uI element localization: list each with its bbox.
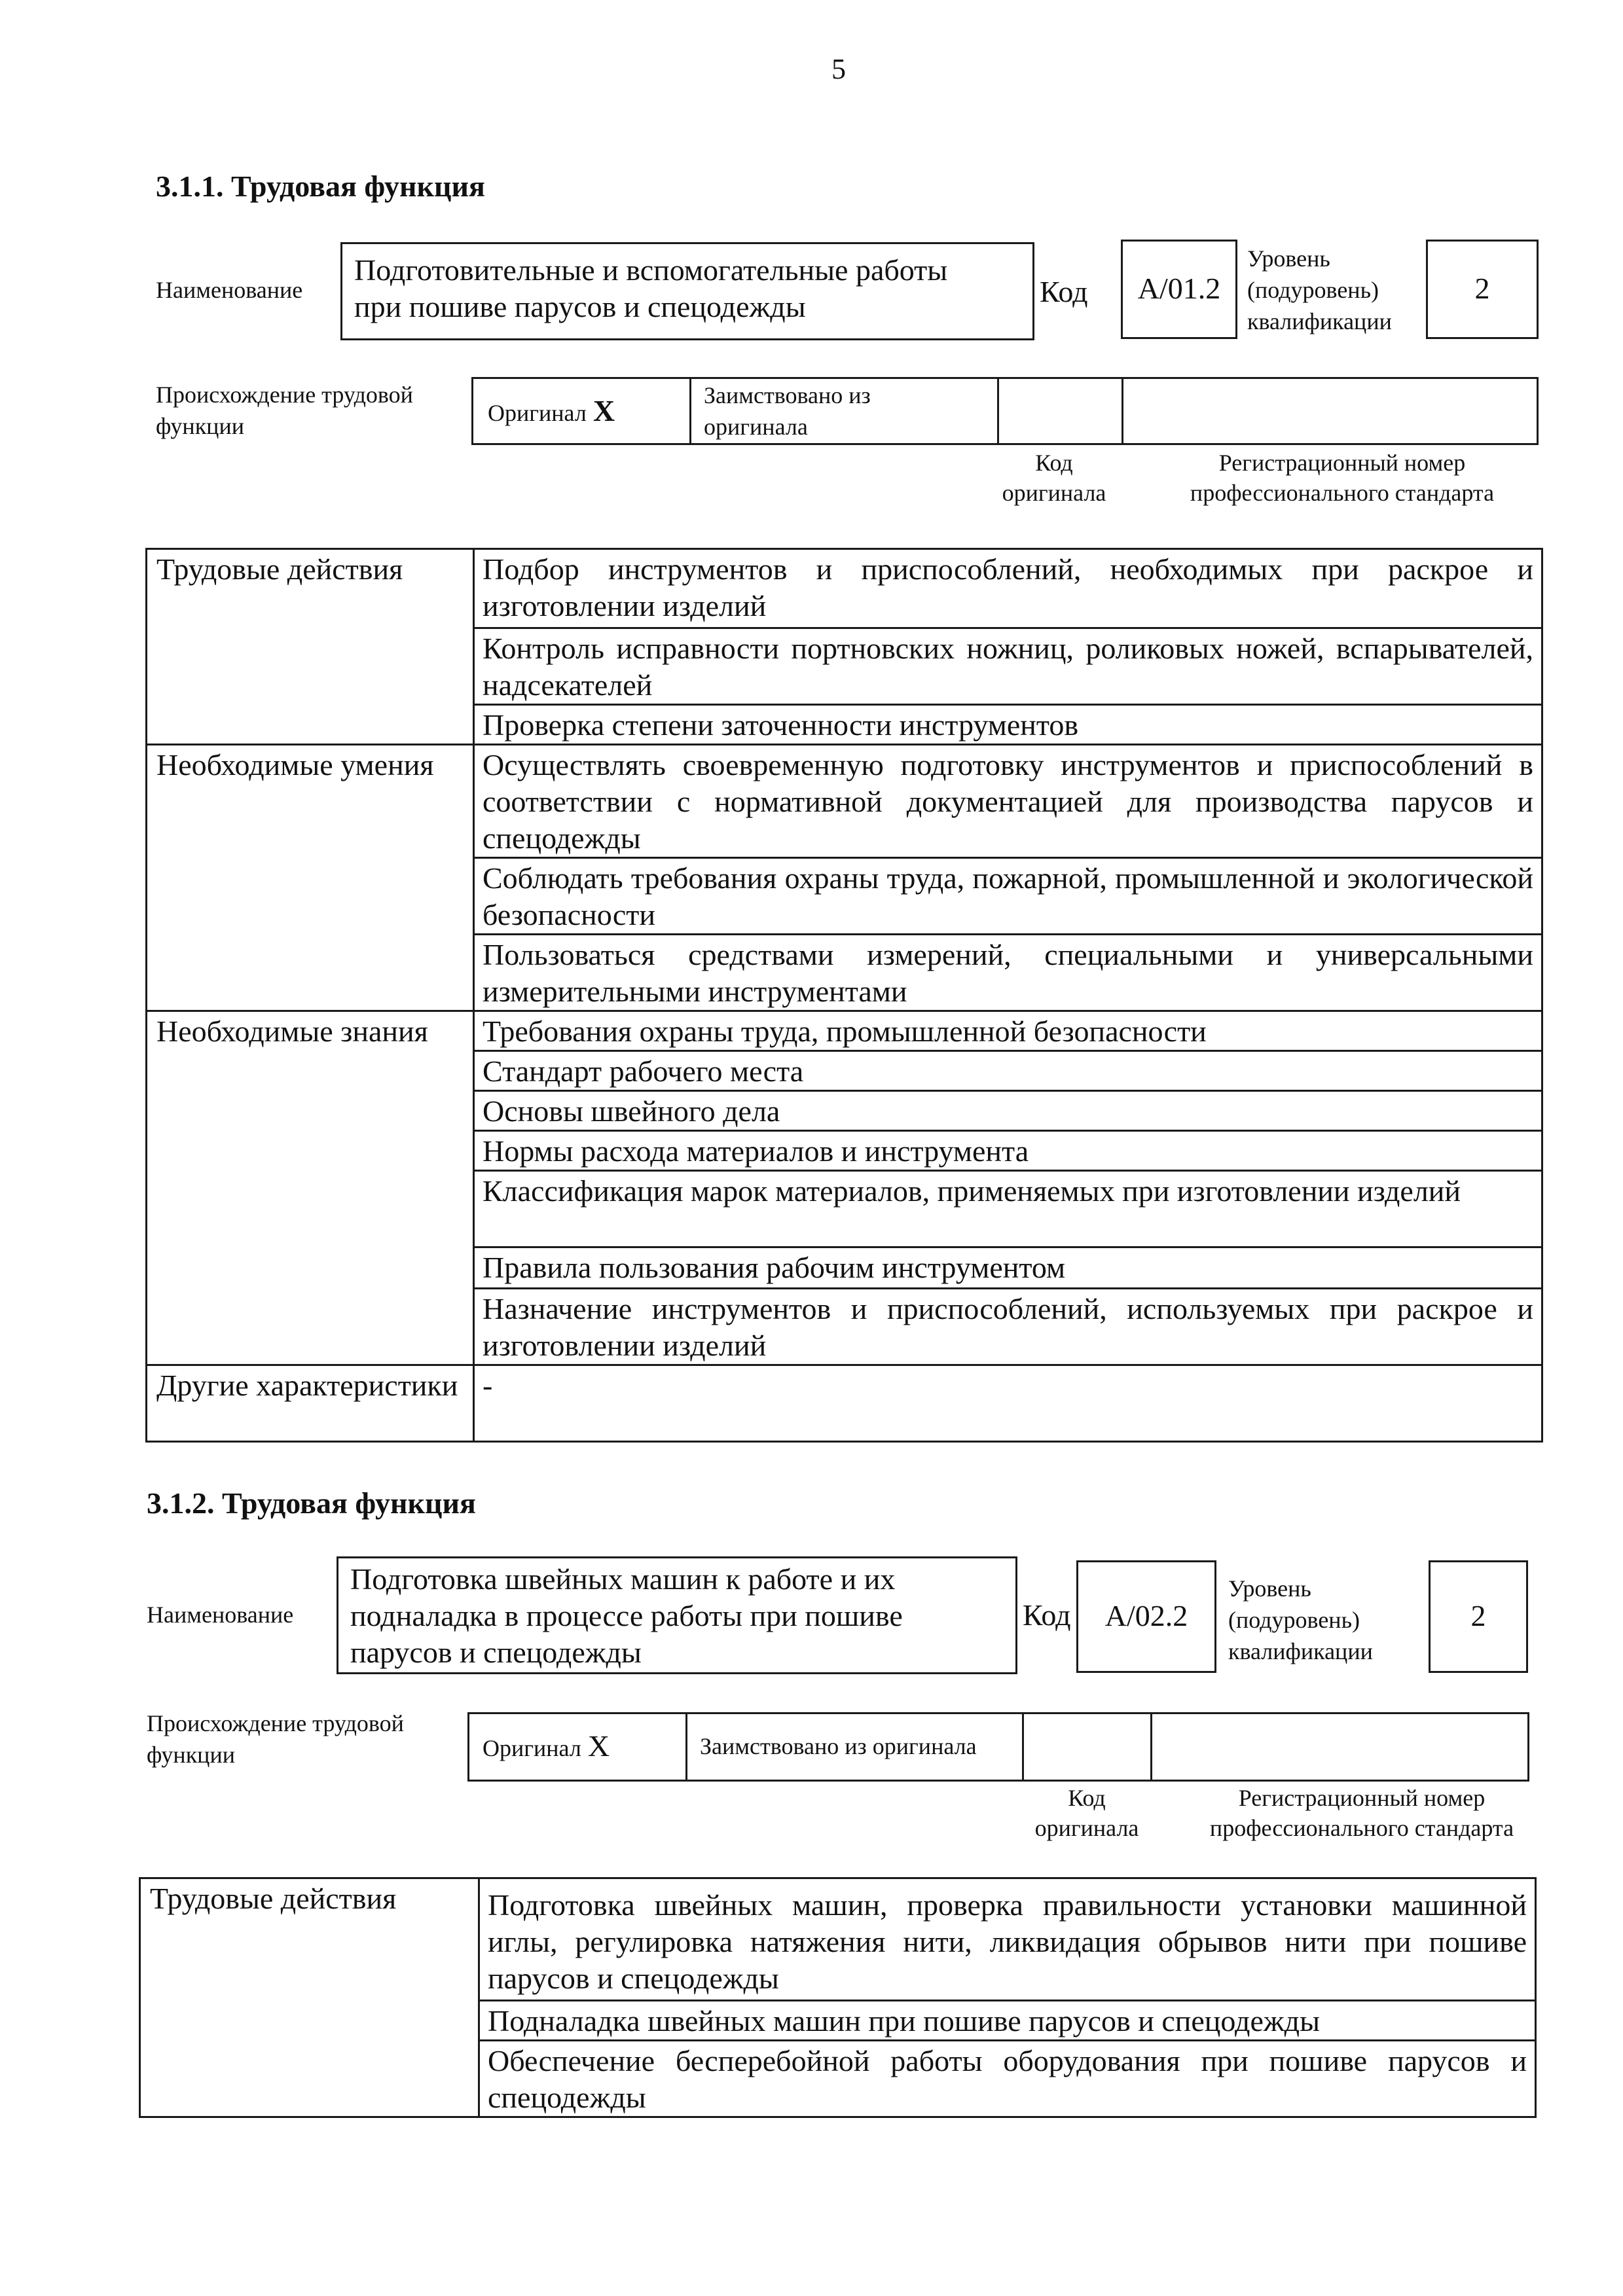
registration-number-caption-line: Регистрационный номер <box>1238 1785 1486 1811</box>
origin-label-line: функции <box>147 1742 235 1768</box>
origin-table <box>467 1712 1529 1782</box>
table-cell: Осуществлять своевременную подготовку инструментов и приспособлений в соответствии с нормативной документацией для производства парусов и спецодежды <box>474 745 1542 858</box>
code-original-caption <box>1015 1783 1159 1843</box>
origin-label-line: Происхождение трудовой <box>156 382 413 408</box>
code-box <box>1121 240 1237 339</box>
page-number: 5 <box>831 53 846 85</box>
code-box <box>1076 1560 1216 1673</box>
table-row <box>147 549 1542 628</box>
level-label-line: Уровень <box>1228 1575 1311 1602</box>
function-details-table <box>145 548 1543 1443</box>
code-original-caption <box>982 448 1126 508</box>
table-cell: Подбор инструментов и приспособлений, необходимых при раскрое и изготовлении изделий <box>474 549 1542 628</box>
table-row <box>147 1011 1542 1051</box>
level-label-line: Уровень <box>1247 245 1330 272</box>
table-cell: Контроль исправности портновских ножниц, роликовых ножей, вспарывателей, надсекателей <box>474 628 1542 705</box>
table-row <box>147 1365 1542 1442</box>
registration-number-caption <box>1159 1783 1565 1843</box>
table-row <box>140 1878 1536 2001</box>
table-cell: Подналадка швейных машин при пошиве парусов и спецодежды <box>479 2001 1536 2041</box>
function-name-box <box>337 1556 1017 1674</box>
code-value: А/02.2 <box>1104 1599 1188 1632</box>
table-cell: Пользоваться средствами измерений, специальными и универсальными измерительными инструментами <box>474 935 1542 1011</box>
borrowed-label-line: оригинала <box>704 414 808 440</box>
table-row <box>147 745 1542 858</box>
row-label: Трудовые действия <box>147 549 474 745</box>
level-label-line: (подуровень) <box>1228 1607 1360 1633</box>
level-label-line: (подуровень) <box>1247 277 1379 303</box>
function-name-line: подналадка в процессе работы при пошиве <box>350 1599 903 1632</box>
code-original-caption-line: оригинала <box>1002 480 1106 506</box>
function-name-line: парусов и спецодежды <box>350 1636 642 1669</box>
original-label: Оригинал <box>483 1735 581 1761</box>
row-label: Необходимые умения <box>147 745 474 1011</box>
original-cell <box>488 396 615 428</box>
function-details-table <box>139 1877 1537 2118</box>
borrowed-label-line: Заимствовано из <box>704 382 871 408</box>
original-label: Оригинал <box>488 400 587 426</box>
level-box <box>1429 1560 1528 1673</box>
registration-number-caption-line: профессионального стандарта <box>1190 480 1495 506</box>
code-original-caption-line: Код <box>1068 1785 1106 1811</box>
function-name-line: Подготовительные и вспомогательные работы <box>354 253 948 287</box>
section-title: 3.1.2. Трудовая функция <box>147 1486 476 1520</box>
registration-number-caption-line: профессионального стандарта <box>1209 1815 1514 1841</box>
row-label: Другие характеристики <box>147 1365 474 1442</box>
code-label: Код <box>1023 1598 1071 1632</box>
name-label: Наименование <box>147 1602 294 1628</box>
origin-label-line: функции <box>156 413 244 439</box>
level-box <box>1426 240 1539 339</box>
borrowed-label-line: Заимствовано из оригинала <box>700 1733 977 1759</box>
section-title: 3.1.1. Трудовая функция <box>156 170 485 203</box>
code-original-caption-line: Код <box>1035 450 1073 476</box>
table-cell: Основы швейного дела <box>474 1091 1542 1131</box>
level-value: 2 <box>1470 1599 1486 1632</box>
table-cell: Проверка степени заточенности инструментов <box>474 705 1542 745</box>
origin-label-line: Происхождение трудовой <box>147 1710 404 1736</box>
level-label-line: квалификации <box>1247 308 1392 334</box>
name-label: Наименование <box>156 277 303 303</box>
level-label-line: квалификации <box>1228 1638 1373 1664</box>
table-cell: Стандарт рабочего места <box>474 1051 1542 1091</box>
original-mark: X <box>587 1729 610 1763</box>
function-name-box <box>340 242 1034 340</box>
table-cell: Соблюдать требования охраны труда, пожарной, промышленной и экологической безопасности <box>474 858 1542 935</box>
table-cell: Нормы расхода материалов и инструмента <box>474 1131 1542 1171</box>
origin-table <box>471 377 1539 445</box>
registration-number-caption <box>1139 448 1545 508</box>
table-cell: Обеспечение бесперебойной работы оборудования при пошиве парусов и спецодежды <box>479 2041 1536 2117</box>
row-label: Трудовые действия <box>140 1878 479 2117</box>
level-value: 2 <box>1474 272 1490 305</box>
table-cell: Классификация марок материалов, применяемых при изготовлении изделий <box>474 1171 1542 1247</box>
table-cell: Подготовка швейных машин, проверка правильности установки машинной иглы, регулировка натяжения нити, ликвидация обрывов нити при пошиве парусов и спецодежды <box>479 1878 1536 2001</box>
table-cell: Требования охраны труда, промышленной безопасности <box>474 1011 1542 1051</box>
function-name-line: Подготовка швейных машин к работе и их <box>350 1562 896 1596</box>
table-cell: Правила пользования рабочим инструментом <box>474 1247 1542 1289</box>
row-label: Необходимые знания <box>147 1011 474 1365</box>
table-cell: Назначение инструментов и приспособлений, используемых при раскрое и изготовлении изделий <box>474 1289 1542 1365</box>
code-label: Код <box>1040 275 1088 308</box>
function-name-line: при пошиве парусов и спецодежды <box>354 290 806 323</box>
original-mark: X <box>593 394 615 427</box>
code-original-caption-line: оригинала <box>1034 1815 1139 1841</box>
registration-number-caption-line: Регистрационный номер <box>1218 450 1466 476</box>
code-value: А/01.2 <box>1137 272 1221 305</box>
table-cell: - <box>474 1365 1542 1442</box>
original-cell <box>483 1731 610 1763</box>
